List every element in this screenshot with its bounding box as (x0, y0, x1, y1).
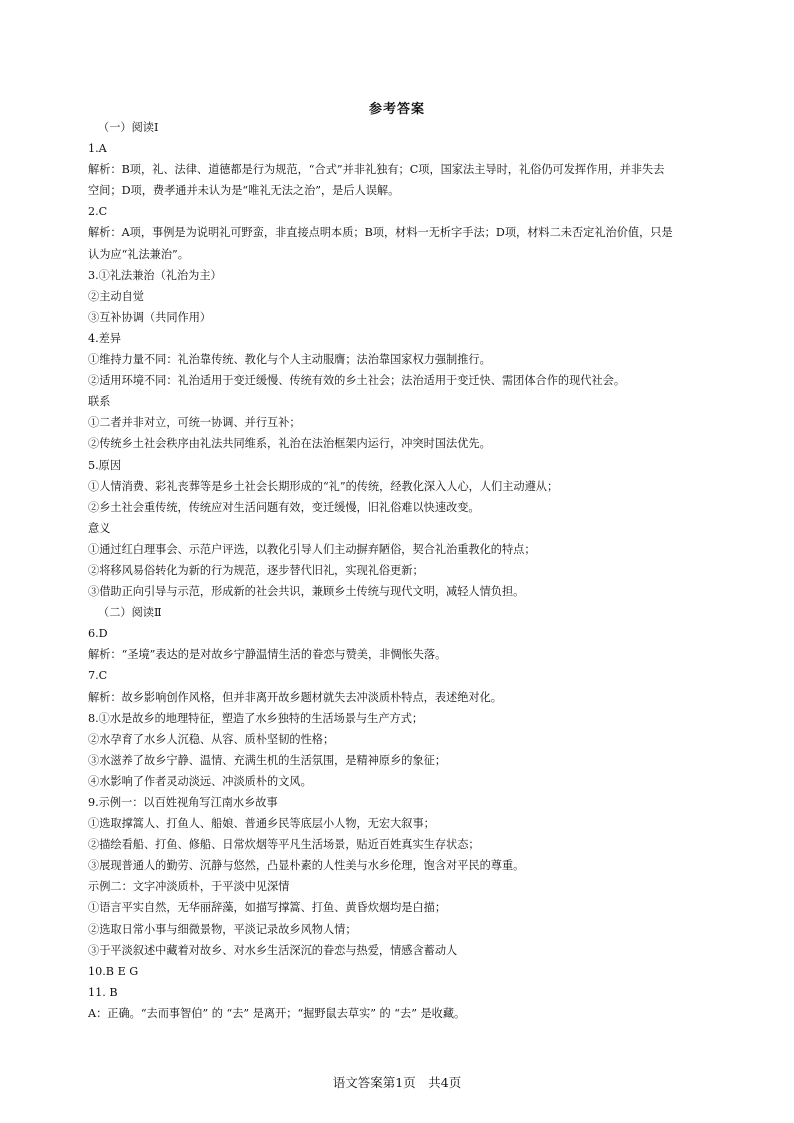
answer-line: ②描绘看船、打鱼、修船、日常炊烟等平凡生活场景，贴近百姓真实生存状态； (88, 838, 480, 852)
answer-line: 1.A (88, 142, 107, 156)
answer-line: ②将移风易俗转化为新的行为规范，逐步替代旧礼，实现礼俗更新； (88, 563, 424, 577)
answer-line: 10.B E G (88, 964, 139, 978)
answer-line: 解析：B项，礼、法律、道德都是行为规范，“合式”并非礼独有；C项，国家法主导时，礼俗仍可发挥作用，并非失去 (88, 163, 665, 177)
answer-line: 9.示例一：以百姓视角写江南水乡故事 (88, 796, 278, 809)
answer-line: 解析：故乡影响创作风格，但并非离开故乡题材就失去冲淡质朴特点，表述绝对化。 (88, 690, 502, 704)
answer-body (88, 117, 720, 1024)
answer-line: ②传统乡土社会秩序由礼法共同维系，礼治在法治框架内运行，冲突时国法优先。 (88, 437, 491, 451)
answer-line: ③互补协调（共同作用） (88, 310, 212, 324)
answer-line: 8.①水是故乡的地理特征，塑造了水乡独特的生活场景与生产方式； (88, 711, 424, 725)
answer-line: 联系 (88, 395, 111, 409)
answer-line: ①通过红白理事会、示范户评选，以教化引导人们主动摒弃陋俗，契合礼治重教化的特点； (88, 542, 536, 556)
answer-line: 3.①礼法兼治（礼治为主） (88, 268, 222, 282)
answer-line: 2.C (88, 205, 108, 219)
answer-line: 空间；D项，费孝通并未认为是“唯礼无法之治”，是后人误解。 (88, 184, 400, 198)
answer-line: （二）阅读Ⅱ (98, 606, 162, 620)
answer-line: ③展现普通人的勤劳、沉静与悠然，凸显朴素的人性美与水乡伦理，饱含对平民的尊重。 (88, 859, 525, 873)
answer-line: 7.C (88, 669, 108, 683)
answer-line: ①维持力量不同：礼治靠传统、教化与个人主动服膺；法治靠国家权力强制推行。 (88, 353, 491, 367)
page-title: 参考答案 (368, 102, 425, 117)
answer-line: 意义 (88, 521, 111, 535)
answer-line: ②选取日常小事与细微景物，平淡记录故乡风物人情； (88, 922, 357, 936)
answer-line: ②主动自觉 (88, 289, 144, 303)
answer-line: A：正确。“去而事智伯” 的 “去” 是离开；“掘野鼠去草实” 的 “去” 是收藏。 (88, 1006, 466, 1020)
answer-line: 6.D (88, 627, 108, 641)
answer-line: ③于平淡叙述中藏着对故乡、对水乡生活深沉的眷恋与热爱，情感含蓄动人 (88, 943, 458, 957)
answer-line: 5.原因 (88, 458, 122, 472)
answer-line: ①人情消费、彩礼丧葬等是乡土社会长期形成的“礼”的传统，经教化深入人心，人们主动遵从； (88, 479, 559, 493)
answer-line: ①二者并非对立，可统一协调、并行互补； (88, 416, 301, 430)
answer-line: 认为应“礼法兼治”。 (88, 247, 189, 261)
answer-line: ②乡土社会重传统，传统应对生活问题有效，变迁缓慢，旧礼俗难以快速改变。 (88, 500, 480, 514)
answer-line: 示例二：文字冲淡质朴，于平淡中见深情 (88, 880, 290, 894)
answer-line: 解析：“圣境”表达的是对故乡宁静温情生活的眷恋与赞美，非惆怅失落。 (88, 648, 447, 662)
answer-line: ③借助正向引导与示范，形成新的社会共识，兼顾乡土传统与现代文明，减轻人情负担。 (88, 585, 525, 599)
answer-line: 4.差异 (88, 331, 122, 345)
answer-line: ①选取撑篙人、打鱼人、船娘、普通乡民等底层小人物，无宏大叙事； (88, 817, 435, 831)
answer-line: 解析：A项，事例是为说明礼可野蛮，非直接点明本质；B项，材料一无析字手法；D项，材料二未否定礼治价值，只是 (88, 226, 673, 240)
answer-line: （一）阅读Ⅰ (98, 121, 159, 134)
answer-line: ②水孕育了水乡人沉稳、从容、质朴坚韧的性格； (88, 732, 335, 746)
page-footer: 语文答案第1页 共4页 (332, 1075, 462, 1090)
answer-line: ②适用环境不同：礼治适用于变迁缓慢、传统有效的乡土社会；法治适用于变迁快、需团体合作的现代社会。 (88, 374, 626, 388)
answer-line: ④水影响了作者灵动淡远、冲淡质朴的文风。 (88, 774, 312, 788)
answer-line: ③水滋养了故乡宁静、温情、充满生机的生活氛围，是精神原乡的象征； (88, 753, 447, 767)
answer-line: ①语言平实自然，无华丽辞藻，如描写撑篙、打鱼、黄昏炊烟均是白描； (88, 901, 447, 915)
answer-line: 11. B (88, 985, 118, 999)
